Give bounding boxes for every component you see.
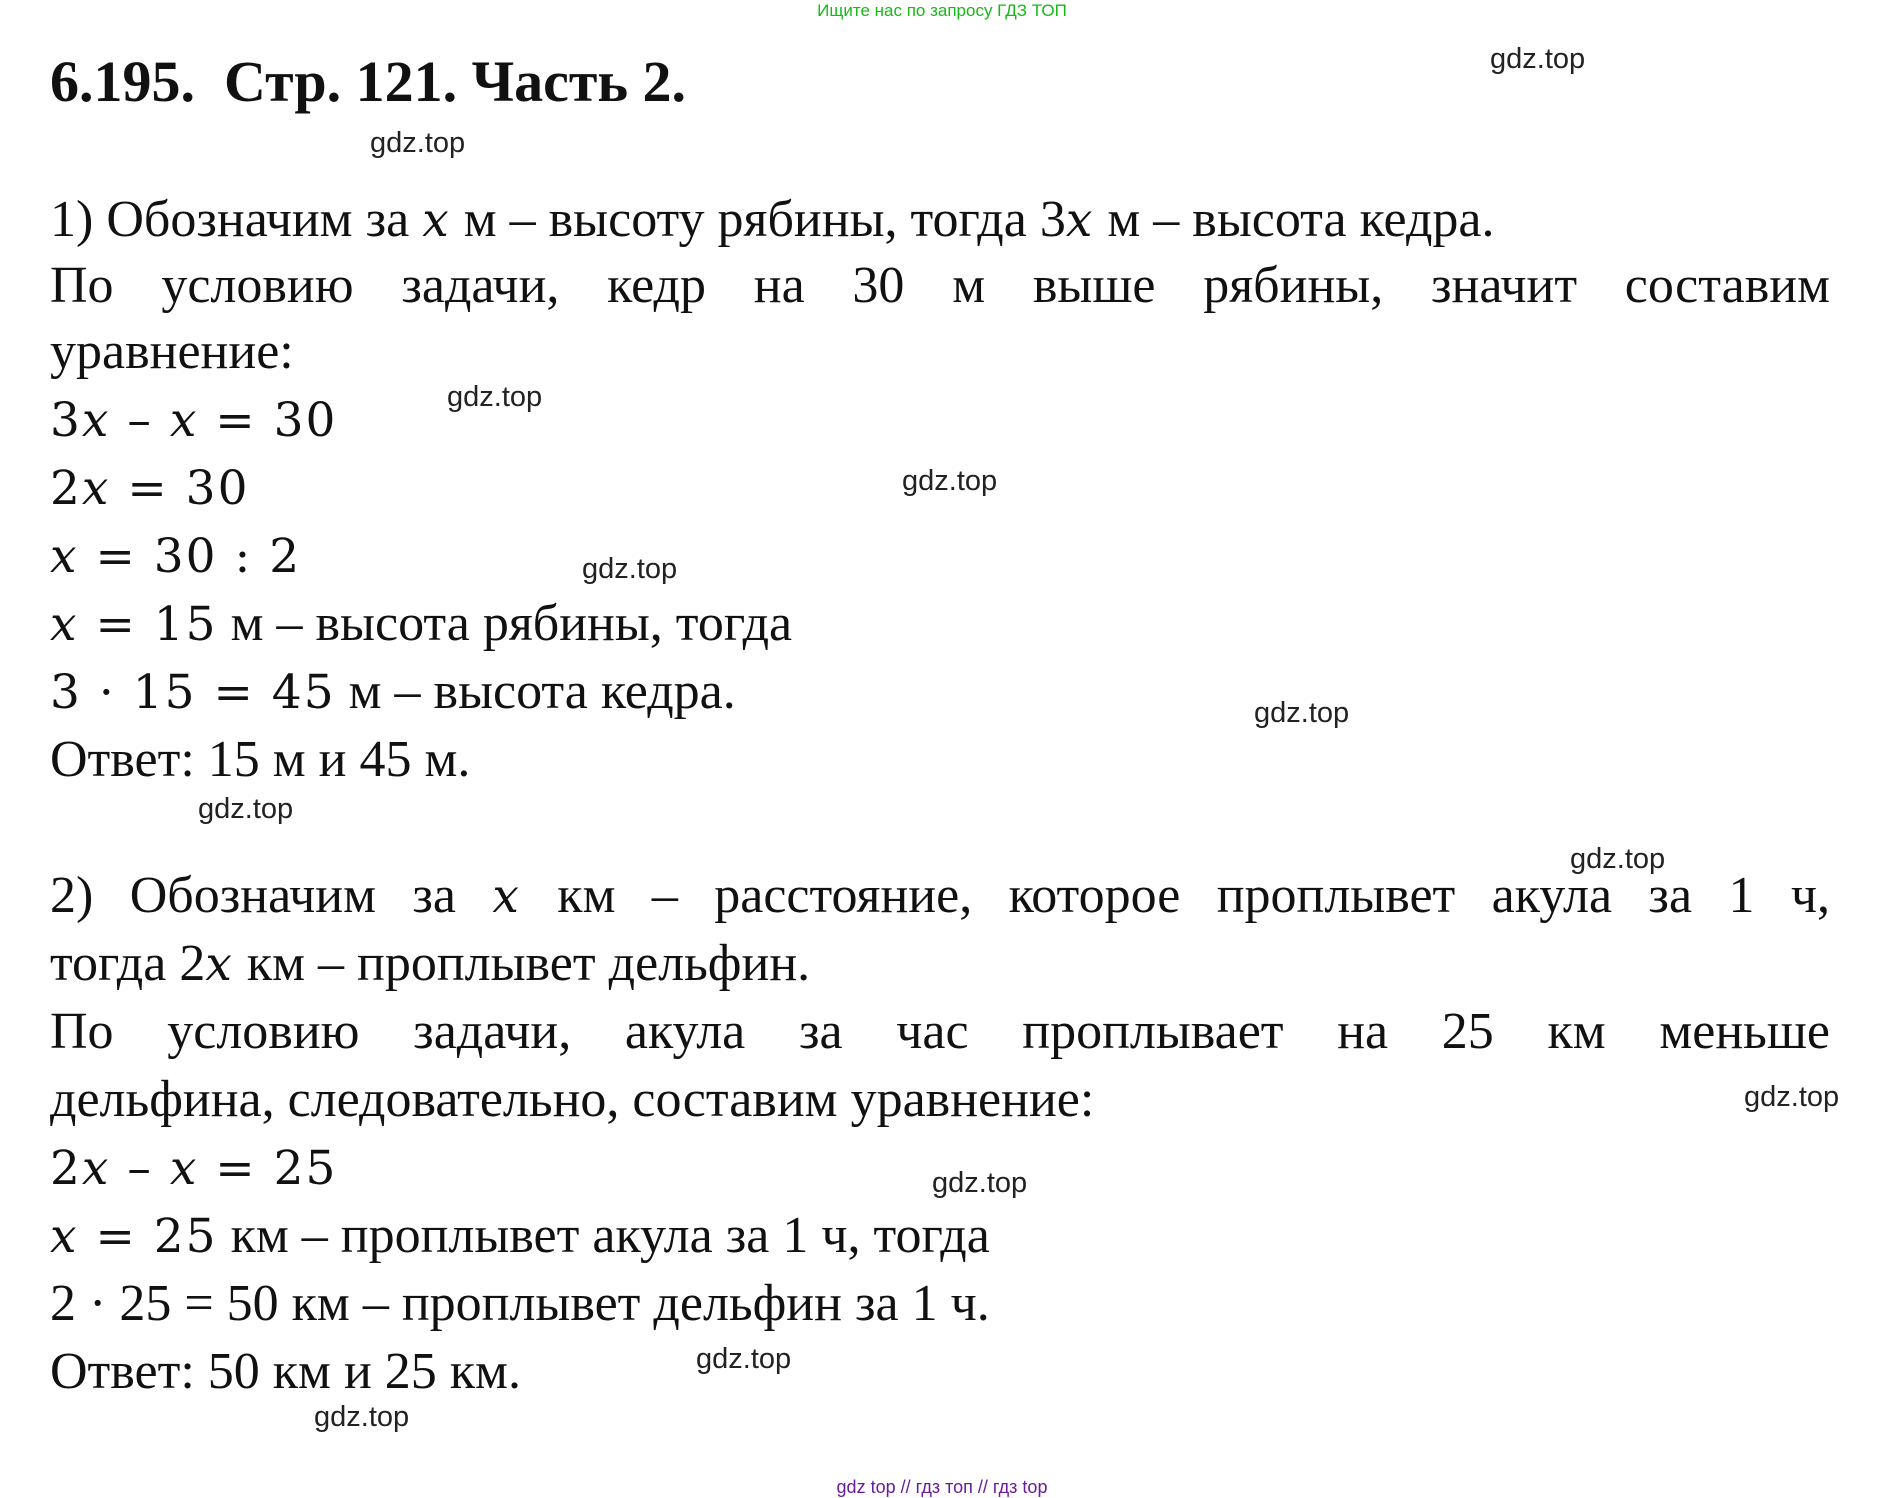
watermark: gdz.top bbox=[447, 381, 543, 413]
part1-line3: уравнение: bbox=[50, 323, 294, 380]
part1-eq3 bbox=[50, 522, 1830, 591]
part2-eq1-a: 2 bbox=[50, 1141, 82, 1196]
part2-eq1-c: = 25 bbox=[198, 1141, 338, 1196]
part1-eq3-v1: x bbox=[50, 529, 79, 584]
part1-eq1-a: 3 bbox=[50, 393, 82, 448]
part1-eq5 bbox=[50, 658, 1830, 727]
part2-line4: дельфина, следовательно, составим уравнение: bbox=[50, 1071, 1095, 1128]
part2-answer: Ответ: 50 км и 25 км. bbox=[50, 1343, 521, 1400]
part1-answer: Ответ: 15 м и 45 м. bbox=[50, 731, 471, 788]
part1-eq3-c: = 30 : 2 bbox=[78, 529, 302, 584]
part1-eq2-a: 2 bbox=[50, 461, 82, 516]
part1-line1-text-a: 1) Обозначим за bbox=[50, 191, 423, 248]
part1-line1-var1: x bbox=[422, 193, 451, 248]
part1-eq4 bbox=[50, 590, 1830, 659]
watermark: gdz.top bbox=[370, 127, 466, 159]
top-banner: Ищите нас по запросу ГДЗ ТОП bbox=[817, 1, 1067, 20]
part1-line1-text-c: м – высота кедра. bbox=[1094, 191, 1495, 248]
watermark: gdz.top bbox=[314, 1401, 410, 1433]
part2-eq2 bbox=[50, 1202, 1830, 1271]
part1-eq1 bbox=[50, 386, 1830, 455]
watermark: gdz.top bbox=[198, 793, 294, 825]
part1-line1-text-b: м – высоту рябины, тогда 3 bbox=[450, 191, 1066, 248]
watermark: gdz.top bbox=[696, 1343, 792, 1375]
part2-eq1-b: – bbox=[110, 1141, 170, 1196]
part2-line2 bbox=[50, 930, 1830, 999]
part1-line2: По условию задачи, кедр на 30 м выше рябины, значит составим bbox=[50, 257, 1830, 314]
watermark: gdz.top bbox=[582, 553, 678, 585]
bottom-banner: gdz top // гдз топ // гдз top bbox=[836, 1477, 1048, 1497]
watermark: gdz.top bbox=[1570, 843, 1666, 875]
part2-line2-text-b: км – проплывет дельфин. bbox=[233, 935, 811, 992]
part2-line1-text-b: км – расстояние, которое проплывет акула за 1 ч, bbox=[520, 867, 1830, 924]
part1-eq2-v1: x bbox=[81, 461, 111, 516]
watermark: gdz.top bbox=[902, 465, 998, 497]
part2-eq3: 2 · 25 = 50 км – проплывет дельфин за 1 ч. bbox=[50, 1275, 990, 1332]
part1-eq1-v2: x bbox=[169, 393, 199, 448]
part1-eq4-t: м – высота рябины, тогда bbox=[217, 595, 793, 652]
page-title: 6.195. Стр. 121. Часть 2. bbox=[50, 49, 687, 114]
part2-eq2-v1: x bbox=[50, 1209, 79, 1264]
part2-line1 bbox=[50, 862, 1830, 931]
part1-eq4-m: = 15 bbox=[78, 597, 218, 652]
watermark: gdz.top bbox=[1744, 1081, 1840, 1113]
part2-eq1-v1: x bbox=[81, 1141, 111, 1196]
part1-eq5-t: м – высота кедра. bbox=[335, 663, 736, 720]
part2-line1-var1: x bbox=[492, 869, 521, 924]
part1-eq1-c: = 30 bbox=[198, 393, 338, 448]
part1-eq4-v1: x bbox=[50, 597, 79, 652]
part2-line3: По условию задачи, акула за час проплывает на 25 км меньше bbox=[50, 1003, 1830, 1060]
part1-eq2-c: = 30 bbox=[110, 461, 250, 516]
part1-eq1-v1: x bbox=[81, 393, 111, 448]
part1-eq1-b: – bbox=[110, 393, 170, 448]
part2-eq1-v2: x bbox=[169, 1141, 199, 1196]
part2-eq2-m: = 25 bbox=[78, 1209, 218, 1264]
watermark: gdz.top bbox=[932, 1167, 1028, 1199]
part2-line2-text-a: тогда 2 bbox=[50, 935, 206, 992]
part2-line1-text-a: 2) Обозначим за bbox=[50, 867, 493, 924]
watermark: gdz.top bbox=[1254, 697, 1350, 729]
part1-eq5-m: 3 · 15 = 45 bbox=[50, 665, 336, 720]
part1-line1-var2: x bbox=[1065, 193, 1095, 248]
part2-line2-var1: x bbox=[205, 937, 234, 992]
part1-line1 bbox=[50, 186, 1830, 255]
part2-eq2-t: км – проплывет акула за 1 ч, тогда bbox=[217, 1207, 990, 1264]
watermark: gdz.top bbox=[1490, 43, 1586, 75]
